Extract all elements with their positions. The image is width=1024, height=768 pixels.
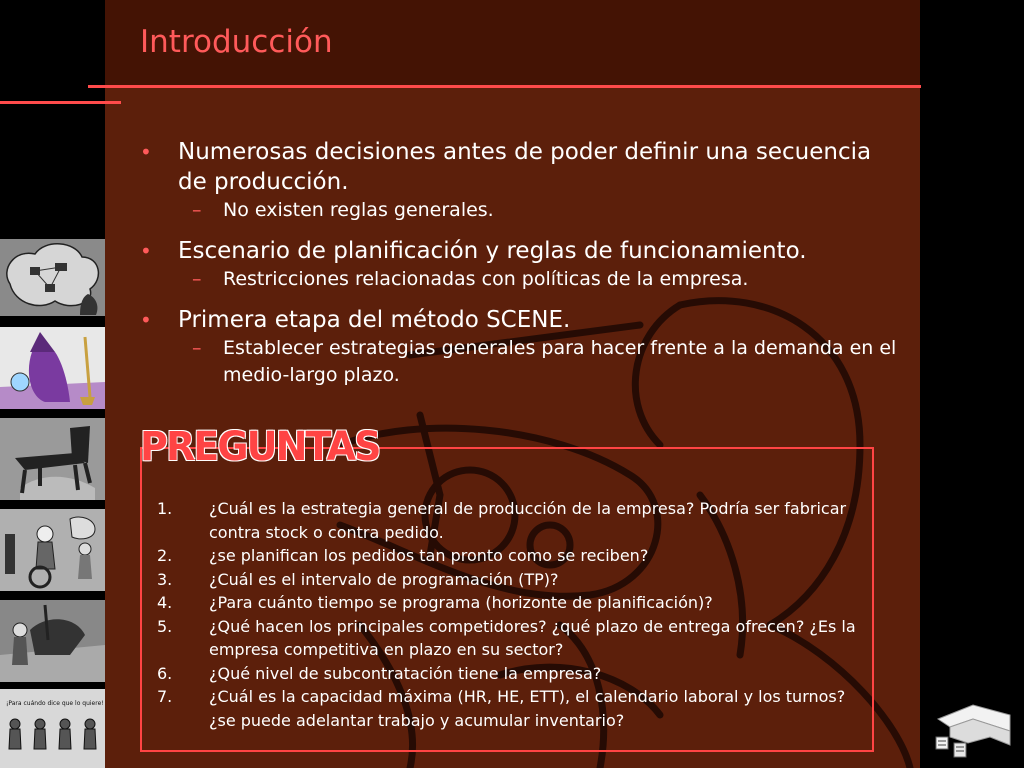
cartoon-icon xyxy=(0,689,105,768)
page-title: Introducción xyxy=(140,24,333,60)
bullet-list xyxy=(140,137,900,389)
question-item xyxy=(157,662,872,686)
question-number: 3. xyxy=(157,569,173,589)
question-number: 7. xyxy=(157,687,173,706)
bullet-marker: • xyxy=(140,308,152,332)
question-item xyxy=(157,591,872,615)
question-text: ¿Cuál es la estrategia general de producción de la empresa? Podría ser fabricar contra stock o contra pedido. xyxy=(209,499,847,542)
sub-bullet-item xyxy=(140,197,900,224)
question-text: ¿Cuál es el intervalo de programación (TP)? xyxy=(209,569,559,589)
bullet-text: Escenario de planificación y reglas de funcionamiento. xyxy=(178,238,807,264)
bullet-text: Primera etapa del método SCENE. xyxy=(178,307,571,333)
question-number: 4. xyxy=(157,593,173,612)
question-number: 5. xyxy=(157,616,173,636)
question-text: ¿se planifican los pedidos tan pronto como se reciben? xyxy=(209,546,649,565)
sub-bullet-text: Establecer estrategias generales para hacer frente a la demanda en el medio-largo plazo. xyxy=(223,337,897,386)
sub-bullet-text: Restricciones relacionadas con políticas de la empresa. xyxy=(223,268,749,290)
bullet-marker: • xyxy=(140,239,152,263)
cartoon-caption: ¡Para cuándo dice que lo quiere! xyxy=(6,700,104,707)
sub-bullet-item xyxy=(140,266,900,293)
title-divider xyxy=(88,85,921,88)
bullet-marker: • xyxy=(140,140,152,164)
bullet-item xyxy=(140,305,900,335)
chair-icon xyxy=(0,418,105,500)
bullet-text: Numerosas decisiones antes de poder definir una secuencia de producción. xyxy=(178,139,872,195)
question-item xyxy=(157,685,872,732)
questions-heading: PREGUNTAS xyxy=(140,424,380,470)
sub-bullet-item xyxy=(140,335,900,389)
sub-bullet-marker: – xyxy=(192,199,202,221)
machine-icon xyxy=(0,600,105,682)
sub-bullet-marker: – xyxy=(192,268,202,290)
question-item xyxy=(157,615,872,662)
network-cloud-icon xyxy=(0,239,105,316)
sub-bullet-text: No existen reglas generales. xyxy=(223,199,494,221)
question-item xyxy=(157,544,872,568)
question-number: 6. xyxy=(157,663,173,683)
bullet-item xyxy=(140,137,900,197)
building-logo-icon xyxy=(928,697,1014,765)
question-text: ¿Qué hacen los principales competidores? ¿qué plazo de entrega ofrecen? ¿Es la empresa competitiva en plazo en su sector? xyxy=(209,616,856,659)
sub-bullet-marker: – xyxy=(192,337,202,359)
question-text: ¿Qué nivel de subcontratación tiene la empresa? xyxy=(209,663,602,683)
question-item xyxy=(157,568,872,592)
question-number: 1. xyxy=(157,499,173,518)
question-number: 2. xyxy=(157,546,173,565)
bullet-item xyxy=(140,236,900,266)
worker-icon xyxy=(0,509,105,591)
question-text: ¿Cuál es la capacidad máxima (HR, HE, ETT), el calendario laboral y los turnos? ¿se puede adelantar trabajo y acumular inventario? xyxy=(209,687,846,730)
question-text: ¿Para cuánto tiempo se programa (horizonte de planificación)? xyxy=(209,593,713,612)
wizard-icon xyxy=(0,327,105,409)
side-divider xyxy=(0,101,121,104)
question-item xyxy=(157,497,872,544)
questions-list xyxy=(157,497,872,732)
